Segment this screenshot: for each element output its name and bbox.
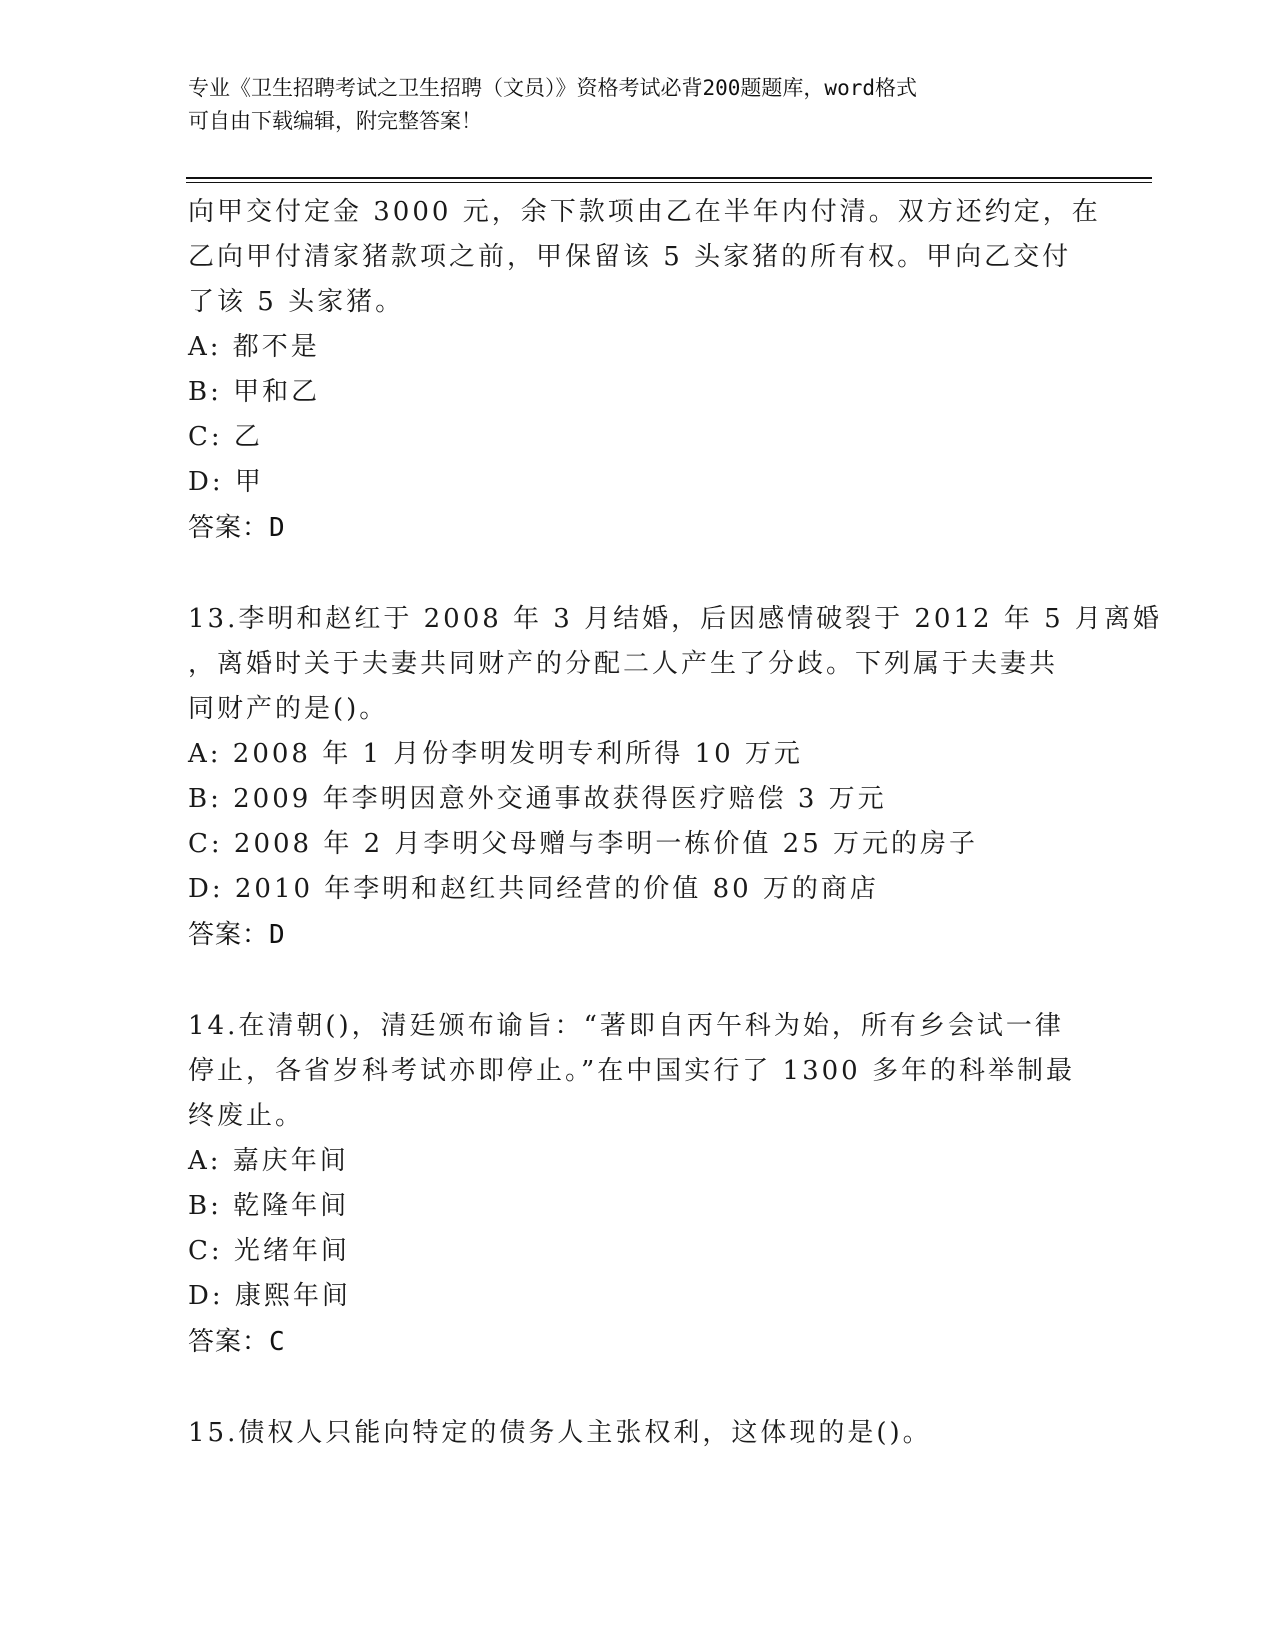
header-divider-thick xyxy=(186,177,1152,179)
question-list xyxy=(188,190,1162,1456)
option-a: A: 都不是 xyxy=(188,332,320,362)
option-c: C: 2008 年 2 月李明父母赠与李明一栋价值 25 万元的房子 xyxy=(188,829,979,859)
spacer xyxy=(188,1365,1088,1411)
document-header xyxy=(188,72,1068,138)
question-text-line: 了该 5 头家猪。 xyxy=(188,287,405,317)
spacer xyxy=(188,958,1088,1004)
question-block xyxy=(188,597,1162,958)
question-text-line: 15.债权人只能向特定的债务人主张权利，这体现的是()。 xyxy=(188,1418,932,1448)
option-a: A: 2008 年 1 月份李明发明专利所得 10 万元 xyxy=(188,739,803,769)
option-c: C: 光绪年间 xyxy=(188,1236,350,1266)
question-text-line: 乙向甲付清家猪款项之前，甲保留该 5 头家猪的所有权。甲向乙交付 xyxy=(188,242,1072,272)
question-text-line: 14.在清朝()，清廷颁布谕旨：“著即自丙午科为始，所有乡会试一律 xyxy=(188,1011,1064,1041)
header-line-1: 专业《卫生招聘考试之卫生招聘（文员）》资格考试必背200题题库，word格式 xyxy=(188,76,917,100)
question-text-line: 13.李明和赵红于 2008 年 3 月结婚，后因感情破裂于 2012 年 5 月离婚 xyxy=(188,604,1162,634)
question-block xyxy=(188,1004,1088,1365)
header-line-2: 可自由下载编辑，附完整答案！ xyxy=(188,109,482,133)
question-text-line: 停止，各省岁科考试亦即停止。”在中国实行了 1300 多年的科举制最 xyxy=(188,1056,1075,1086)
option-b: B: 甲和乙 xyxy=(188,377,321,407)
question-text-line: 同财产的是()。 xyxy=(188,694,389,724)
spacer xyxy=(188,551,1088,597)
option-b: B: 乾隆年间 xyxy=(188,1191,350,1221)
question-block xyxy=(188,1411,1088,1456)
answer-label: 答案：D xyxy=(188,513,286,543)
question-text-line: ，离婚时关于夫妻共同财产的分配二人产生了分歧。下列属于夫妻共 xyxy=(188,649,1059,679)
question-text-line: 终废止。 xyxy=(188,1101,305,1131)
header-divider-thin xyxy=(186,182,1152,183)
option-b: B: 2009 年李明因意外交通事故获得医疗赔偿 3 万元 xyxy=(188,784,887,814)
question-block xyxy=(188,190,1101,551)
question-text-line: 向甲交付定金 3000 元，余下款项由乙在半年内付清。双方还约定，在 xyxy=(188,197,1101,227)
option-a: A: 嘉庆年间 xyxy=(188,1146,349,1176)
option-d: D: 甲 xyxy=(188,467,264,497)
option-d: D: 康熙年间 xyxy=(188,1281,351,1311)
option-d: D: 2010 年李明和赵红共同经营的价值 80 万的商店 xyxy=(188,874,879,904)
answer-label: 答案：D xyxy=(188,920,286,950)
answer-label: 答案：C xyxy=(188,1327,286,1357)
option-c: C: 乙 xyxy=(188,422,263,452)
